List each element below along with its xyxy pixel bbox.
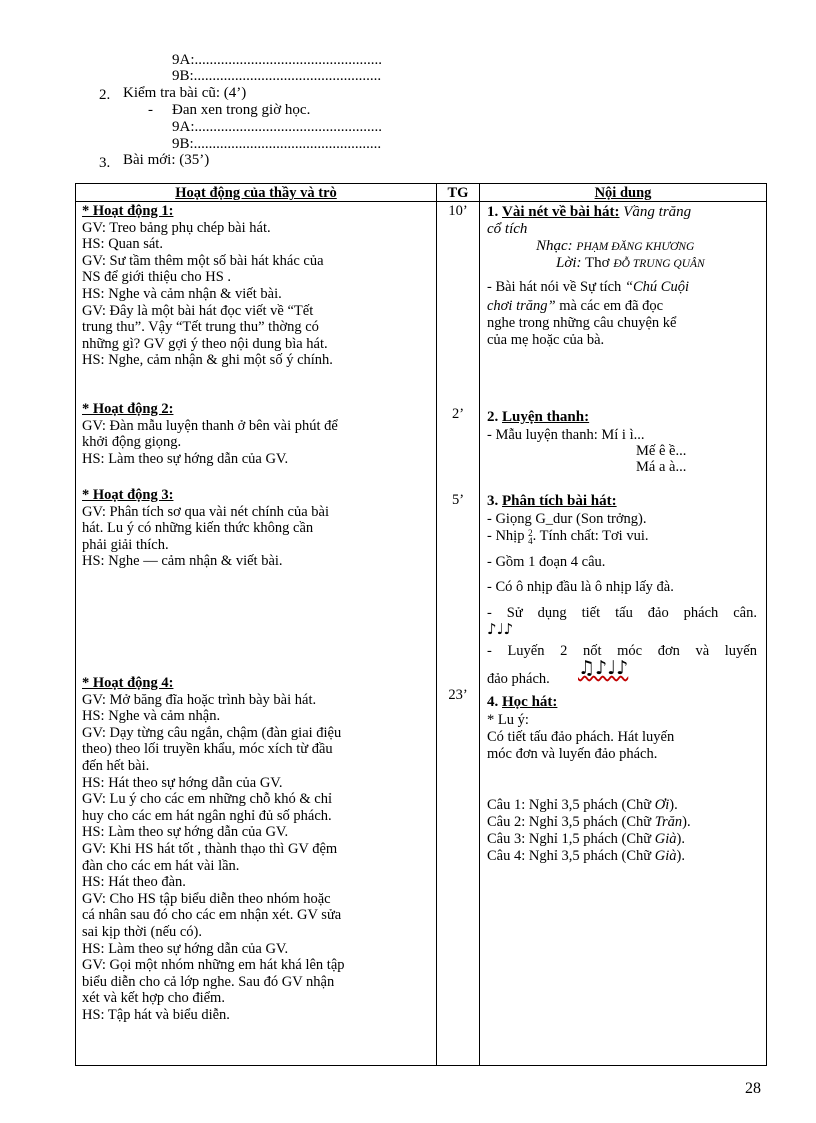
phrase-1-text: Câu 1: Nghỉ 3,5 phách (Chữ [487,797,652,813]
phrase-2 [487,814,691,830]
vocalise-line-2: Mế ê ề... [636,443,687,459]
lyricist-line [556,255,705,273]
activity-4-line: HS: Làm theo sự hớng dẫn của GV. [82,824,289,841]
activity-1-line: GV: Treo bảng phụ chép bài hát. [82,219,271,236]
song-description-3: nghe trong những câu chuyện kể [487,315,677,331]
activity-4-line: xét và kết hợp cho điểm. [82,990,225,1007]
composer-label: Nhạc: [536,238,573,254]
phrase-3 [487,831,685,847]
singing-note-label: * Lu ý: [487,712,529,728]
time-activity-1: 10’ [448,203,468,219]
section-1-number: 1. [487,204,499,220]
phrase-3-close: ). [676,831,685,847]
activity-4-line: HS: Hát theo đàn. [82,874,186,891]
class-9a-line: 9A:.................................................. [172,52,382,68]
item-2-heading: Kiểm tra bài cũ: (4’) [123,85,247,101]
activity-1-line: GV: Sư tầm thêm một số bài hát khác của [82,252,324,269]
activity-4-line: đến hết bài. [82,757,150,774]
header-content: Nội dung [594,185,652,201]
activity-4-line: HS: Tập hát và biểu diễn. [82,1006,230,1023]
activity-1-line: HS: Nghe, cảm nhận & ghi một số ý chính. [82,352,333,369]
section-2-number: 2. [487,409,499,425]
section-1-title: Vài nét về bài hát: [502,204,620,220]
time-activity-4: 23’ [448,687,468,703]
page-number: 28 [745,1080,761,1097]
activity-4-line: GV: Lu ý cho các em những chỗ khó & chỉ [82,791,332,808]
table-top-border [75,183,767,184]
table-header-divider [75,201,767,202]
table-col-divider-2 [479,183,480,1066]
item-2-class-9a: 9A:.................................................. [172,119,382,135]
activity-3-block [82,487,432,570]
activity-4-line: cá nhân sau đó cho các em nhận xét. GV sửa [82,907,342,924]
activity-4-line: GV: Mở băng đĩa hoặc trình bày bài hát. [82,691,317,708]
activity-2-block [82,401,432,467]
activity-4-line: GV: Gọi một nhóm những em hát khá lên tập [82,957,345,974]
section-1-heading [487,204,691,221]
activity-4-line: HS: Hát theo sự hớng dẫn của GV. [82,774,283,791]
activity-1-line: những gì? GV gợi ý theo nội dung bìa hát. [82,335,328,352]
analysis-key: - Giọng G_dur (Son trởng). [487,511,647,527]
item-3-heading: Bài mới: (35’) [123,152,210,168]
song-story-title-end: chơi trăng” [487,298,556,314]
composer-name: PHẠM ĐĂNG KHƯƠNG [576,241,695,253]
item-2-class-9b: 9B:.................................................. [172,136,382,152]
activity-4-line: đàn cho các em hát vài lần. [82,857,240,874]
section-4-title: Học hát: [502,694,558,710]
table-col-divider-1 [436,183,437,1066]
analysis-slur: - Luyến 2 nốt móc đơn và luyến [487,643,757,659]
item-3-number: 3. [99,155,111,171]
section-3-heading [487,493,617,510]
lyricist-label: Lời: [556,255,582,271]
activity-2-line: khởi động giọng. [82,434,182,451]
activity-3-title: * Hoạt động 3: [82,487,174,503]
phrase-4-text: Câu 4: Nghỉ 3,5 phách (Chữ [487,848,652,864]
activity-4-line: sai kịp thời (nếu có). [82,923,203,940]
phrase-3-word: Già [654,831,677,847]
song-title-part-1: Vầng trăng [623,204,692,220]
activity-2-line: GV: Đàn mẫu luyện thanh ở bên vài phút để [82,417,338,434]
lyricist-prefix: Thơ [585,255,610,271]
analysis-structure: - Gồm 1 đoạn 4 câu. [487,554,606,570]
song-description-text: - Bài hát nói về Sự tích [487,279,622,295]
section-2-title: Luyện thanh: [502,409,590,425]
activity-3-line: phải giải thích. [82,536,169,553]
song-title-part-2: cổ tích [487,221,528,237]
table-right-border [766,183,767,1066]
activity-2-title: * Hoạt động 2: [82,401,174,417]
singing-note-2: móc đơn và luyến đảo phách. [487,746,658,762]
section-2-heading [487,409,589,426]
meter-label: - Nhịp [487,528,525,544]
activity-1-line: trung thu”. Vậy “Tết trung thu” thờng có [82,319,319,336]
vocalise-line-3: Má a à... [636,459,687,475]
singing-note-1: Có tiết tấu đảo phách. Hát luyến [487,729,675,745]
activity-4-line: HS: Làm theo sự hớng dẫn của GV. [82,940,289,957]
activity-1-title: * Hoạt động 1: [82,203,174,219]
activity-3-line: HS: Nghe — cảm nhận & viết bài. [82,553,283,570]
time-signature-bottom: 4 [528,535,533,546]
time-signature-top: 2 [528,527,533,538]
analysis-anacrusis: - Có ô nhịp đầu là ô nhịp lấy đà. [487,579,674,595]
song-story-title: “Chú Cuội [624,279,689,295]
time-activity-3: 5’ [451,492,465,508]
header-time: TG [447,185,469,201]
vocalise-line-1: - Mẫu luyện thanh: Mí i ì... [487,427,645,443]
phrase-2-word: Trăn [654,814,683,830]
song-description-2 [487,296,663,316]
meter-character: . Tính chất: Tơi vui. [532,528,649,544]
activity-1-line: GV: Đây là một bài hát đọc viết về “Tết [82,302,314,319]
header-activities: Hoạt động của thầy và trò [175,185,337,201]
activity-1-line: NS để giới thiệu cho HS . [82,269,232,286]
phrase-2-close: ). [682,814,691,830]
song-description-text: mà các em đã đọc [559,298,664,314]
class-9b-line: 9B:.................................................. [172,68,382,84]
phrase-4 [487,848,685,864]
activity-3-line: GV: Phân tích sơ qua vài nét chính của bài [82,503,329,520]
activity-4-line: GV: Cho HS tập biểu diễn theo nhóm hoặc [82,890,331,907]
activity-4-line: theo) theo lối truyền khẩu, móc xích từ đầu [82,741,333,758]
analysis-syncopation: - Sử dụng tiết tấu đảo phách cân. [487,605,757,621]
phrase-1-word: Ơi [654,797,670,813]
phrase-1 [487,797,678,813]
phrase-2-text: Câu 2: Nghỉ 3,5 phách (Chữ [487,814,652,830]
table-left-border [75,183,76,1066]
section-4-heading [487,694,557,711]
phrase-4-close: ). [676,848,685,864]
item-2-dash: - [148,102,153,118]
activity-2-line: HS: Làm theo sự hớng dẫn của GV. [82,450,289,467]
activity-4-line: biểu diễn cho cả lớp nghe. Sau đó GV nhận [82,973,335,990]
activity-4-line: huy cho các em hát ngân nghỉ đủ số phách. [82,807,332,824]
activity-3-line: hát. Lu ý có những kiến thức không cần [82,520,314,537]
activity-1-line: HS: Nghe và cảm nhận & viết bài. [82,285,282,302]
activities-column [82,203,432,369]
time-activity-2: 2’ [451,406,465,422]
section-3-number: 3. [487,493,499,509]
section-4-number: 4. [487,694,499,710]
activity-1-line: HS: Quan sát. [82,236,163,253]
section-3-title: Phân tích bài hát: [502,493,617,509]
table-bottom-border [75,1065,767,1066]
item-2-subitem: Đan xen trong giờ học. [172,102,311,118]
activity-4-line: GV: Dạy từng câu ngắn, chậm (đàn giai điệu [82,724,342,741]
analysis-meter [487,528,648,545]
syncopation-rhythm-icon: ♪♩♪ [487,620,514,638]
activity-4-block [82,675,432,1023]
song-description-1 [487,277,689,297]
analysis-slur-end: đảo phách. [487,671,550,687]
activity-4-line: GV: Khi HS hát tốt , thành thạo thì GV đệm [82,840,338,857]
phrase-1-close: ). [669,797,678,813]
activity-4-line: HS: Nghe và cảm nhận. [82,708,221,725]
composer-line [536,238,694,256]
activity-4-title: * Hoạt động 4: [82,675,174,691]
phrase-3-text: Câu 3: Nghỉ 1,5 phách (Chữ [487,831,652,847]
slur-rhythm-icon: ♫♪♩♪ [578,657,629,679]
item-2-number: 2. [99,87,111,103]
phrase-4-word: Già [654,848,677,864]
song-description-4: của mẹ hoặc của bà. [487,332,605,348]
lyricist-name: ĐỖ TRUNG QUÂN [613,258,705,270]
